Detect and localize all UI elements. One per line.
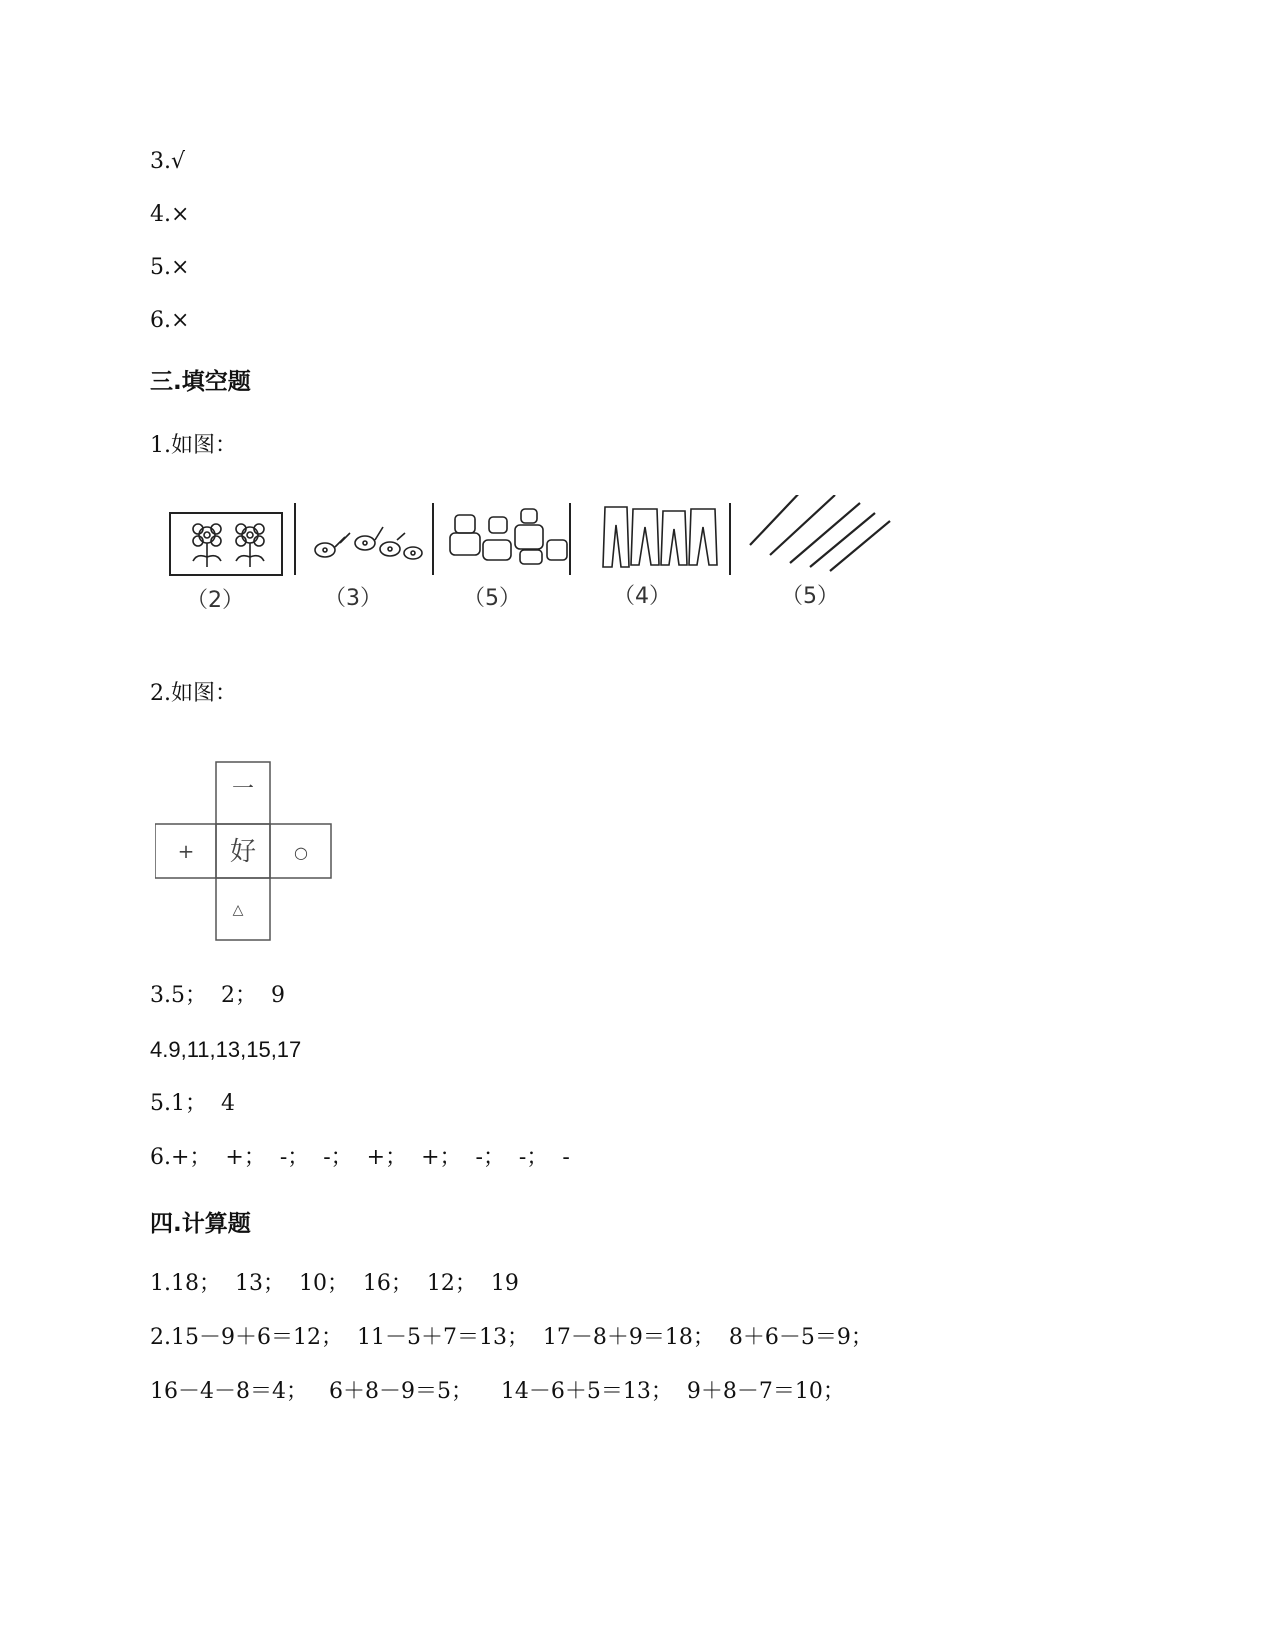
fill-q1: 1.如图： — [150, 433, 237, 458]
cell-center: 好 — [229, 837, 257, 867]
figure-groups — [165, 495, 945, 645]
answer-3: 3.√ — [150, 149, 186, 174]
fill-q5: 5.1； 4 — [150, 1091, 235, 1116]
cell-left: + — [177, 839, 195, 863]
bugs-icon — [315, 527, 422, 559]
trousers-icon — [603, 507, 717, 567]
fill-q4: 4.9,11,13,15,17 — [150, 1037, 302, 1062]
pots-icon — [450, 509, 567, 564]
caption-group-4: （4） — [613, 584, 671, 609]
fill-q3: 3.5； 2； 9 — [150, 983, 285, 1008]
cube-net — [155, 760, 355, 960]
cell-bottom: △ — [232, 902, 244, 918]
answer-4: 4.× — [150, 202, 190, 227]
calc-q1: 1.18； 13； 10； 16； 12； 19 — [150, 1271, 519, 1296]
calc-q2-line1: 2.15－9＋6＝12； 11－5＋7＝13； 17－8＋9＝18； 8＋6－5＝9； — [150, 1325, 873, 1350]
section-3-title: 三.填空题 — [150, 369, 251, 395]
caption-group-5: （5） — [781, 584, 839, 609]
section-4-title: 四.计算题 — [150, 1211, 251, 1237]
cell-top: 一 — [231, 777, 255, 802]
answer-5: 5.× — [150, 255, 190, 280]
calc-q2-line2: 16－4－8＝4； 6＋8－9＝5； 14－6＋5＝13； 9＋8－7＝10； — [150, 1379, 845, 1404]
caption-group-1: （2） — [186, 588, 244, 613]
flowers-icon — [170, 513, 282, 575]
answer-6: 6.× — [150, 308, 190, 333]
fill-q6: 6.+； +； -； -； +； +； -； -； - — [150, 1145, 570, 1170]
pens-icon — [740, 495, 895, 571]
caption-group-3: （5） — [463, 586, 521, 611]
fill-q2: 2.如图： — [150, 681, 237, 706]
caption-group-2: （3） — [324, 586, 382, 611]
cell-right: ○ — [294, 843, 308, 862]
